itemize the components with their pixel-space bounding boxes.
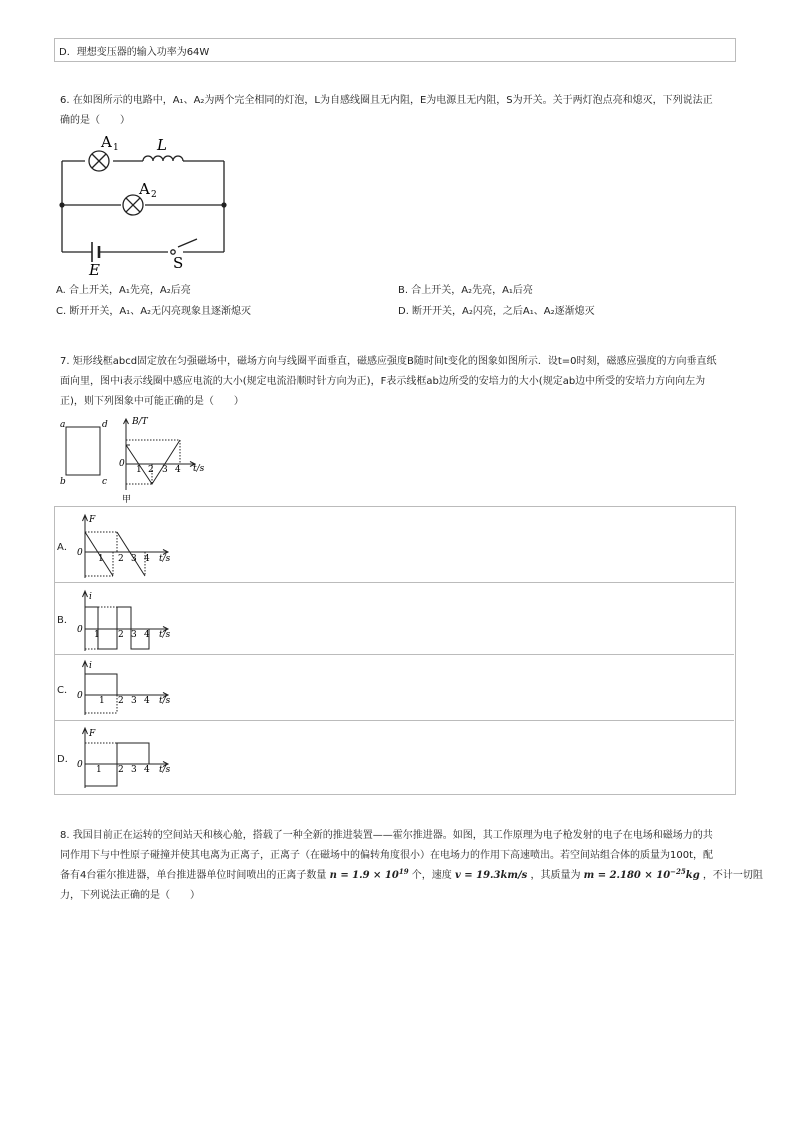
opt-b-tick-2: 2 xyxy=(118,630,124,640)
q8-unit-n: 个，速度 xyxy=(411,870,452,881)
opt-d-origin: 0 xyxy=(77,760,83,770)
prev-option-d-box xyxy=(54,38,736,62)
q8-stem-line3 xyxy=(60,869,763,883)
opt-d-xlabel: t/s xyxy=(159,765,171,775)
bt-origin: 0 xyxy=(119,459,125,469)
opt-a-tick-2: 2 xyxy=(118,554,124,564)
label-e: E xyxy=(89,261,100,279)
opt-b-ylabel: i xyxy=(89,592,92,602)
q8-stem-line1: 8. 我国目前正在运转的空间站天和核心舱，搭载了一种全新的推进装置——霍尔推进器。如图，其工作原理为电子枪发射的电子在电场和磁场力的共 xyxy=(60,830,713,841)
bt-tick-1: 1 xyxy=(136,465,142,475)
bt-tick-2: 2 xyxy=(148,465,154,475)
opt-b-tick-4: 4 xyxy=(144,630,150,640)
q6-option-d: D. 断开开关，A₂闪亮，之后A₁、A₂逐渐熄灭 xyxy=(398,306,595,317)
q7-option-a-graph xyxy=(72,510,182,582)
q6-option-a: A. 合上开关，A₁先亮，A₂后亮 xyxy=(56,285,191,296)
q7-row-divider-1 xyxy=(55,582,734,583)
q7-row-divider-2 xyxy=(55,654,734,655)
q7-option-d-graph xyxy=(72,724,182,790)
q7-option-b-graph xyxy=(72,587,182,653)
q7-option-b-label: B． xyxy=(57,615,74,626)
opt-c-tick-2: 2 xyxy=(118,696,124,706)
opt-b-tick-1: 1 xyxy=(94,630,100,640)
bt-tick-3: 3 xyxy=(162,465,168,475)
label-a1-sub: 1 xyxy=(113,143,119,153)
opt-b-xlabel: t/s xyxy=(159,630,171,640)
q8-math-m: $m = 2.180 \times 10^{-25}kg$ xyxy=(583,867,700,881)
corner-d: d xyxy=(102,420,108,430)
opt-d-tick-4: 4 xyxy=(144,765,150,775)
opt-c-origin: 0 xyxy=(77,691,83,701)
opt-a-xlabel: t/s xyxy=(159,554,171,564)
q7-row-divider-3 xyxy=(55,720,734,721)
bt-tick-4: 4 xyxy=(175,465,181,475)
q7-stem-line1: 7. 矩形线框abcd固定放在匀强磁场中，磁场方向与线圈平面垂直，磁感应强度B随时间t变化的图象如图所示．设t=0时刻，磁感应强度的方向垂直纸 xyxy=(60,356,717,367)
q6-option-c: C. 断开开关，A₁、A₂无闪亮现象且逐渐熄灭 xyxy=(56,306,252,317)
q7-loop-figure xyxy=(58,414,114,490)
opt-d-ylabel: F xyxy=(89,729,96,739)
opt-c-tick-1: 1 xyxy=(99,696,105,706)
opt-b-tick-3: 3 xyxy=(131,630,137,640)
q8-math-v: v = 19.3km/s xyxy=(454,870,528,881)
opt-d-tick-2: 2 xyxy=(118,765,124,775)
q7-bt-graph xyxy=(114,414,210,504)
opt-b-origin: 0 xyxy=(77,625,83,635)
opt-d-tick-3: 3 xyxy=(131,765,137,775)
q7-option-c-label: C． xyxy=(57,685,74,696)
q6-stem-line1: 6. 在如图所示的电路中，A₁、A₂为两个完全相同的灯泡，L为自感线圈且无内阻，E为电源且无内阻，S为开关。关于两灯泡点亮和熄灭，下列说法正 xyxy=(60,95,713,106)
label-a1: A xyxy=(101,133,112,151)
q7-stem-line3: 正)，则下列图象中可能正确的是（ ） xyxy=(60,396,244,407)
corner-a: a xyxy=(60,420,66,430)
opt-a-tick-1: 1 xyxy=(98,554,104,564)
q8-math-n: $n = 1.9 \times 10^{19}$ xyxy=(329,867,409,881)
q6-circuit-diagram xyxy=(55,128,235,280)
q8-stem-line2: 同作用下与中性原子碰撞并使其电离为正离子，正离子（在磁场中的偏转角度很小）在电场力的作用下高速喷出。若空间站组合体的质量为100t，配 xyxy=(60,850,714,861)
bt-ylabel: B/T xyxy=(132,417,148,427)
prev-option-d: D．理想变压器的输入功率为64W xyxy=(59,47,210,58)
opt-c-xlabel: t/s xyxy=(159,696,171,706)
opt-c-ylabel: i xyxy=(89,661,92,671)
bt-caption: 甲 xyxy=(122,495,132,504)
q6-stem-line2: 确的是（ ） xyxy=(60,115,130,126)
bt-xlabel: t/s xyxy=(193,464,205,474)
q8-text-mass: ，其质量为 xyxy=(530,870,581,881)
q7-stem-line2: 面向里，图中i表示线圈中感应电流的大小(规定电流沿顺时针方向为正)，F表示线框ab边所受的安培力的大小(规定ab边中所受的安培力方向向左为 xyxy=(60,376,706,387)
opt-a-tick-4: 4 xyxy=(144,554,150,564)
q7-option-a-label: A． xyxy=(57,542,74,553)
opt-a-tick-3: 3 xyxy=(131,554,137,564)
opt-d-tick-1: 1 xyxy=(96,765,102,775)
q8-text-tail: ，不计一切阻 xyxy=(702,870,763,881)
opt-a-ylabel: F xyxy=(89,515,96,525)
corner-c: c xyxy=(102,477,108,487)
q8-stem-line4: 力，下列说法正确的是（ ） xyxy=(60,890,200,901)
label-l: L xyxy=(157,136,167,154)
label-a2: A xyxy=(139,180,150,198)
corner-b: b xyxy=(60,477,66,487)
q7-option-c-graph xyxy=(72,657,182,719)
label-s: S xyxy=(173,254,184,272)
q7-option-d-label: D． xyxy=(57,754,75,765)
opt-c-tick-4: 4 xyxy=(144,696,150,706)
opt-a-origin: 0 xyxy=(77,548,83,558)
q8-line3-text: 备有4台霍尔推进器，单台推进器单位时间喷出的正离子数量 xyxy=(60,870,327,881)
opt-c-tick-3: 3 xyxy=(131,696,137,706)
label-a2-sub: 2 xyxy=(151,190,157,200)
q6-option-b: B. 合上开关，A₂先亮，A₁后亮 xyxy=(398,285,533,296)
